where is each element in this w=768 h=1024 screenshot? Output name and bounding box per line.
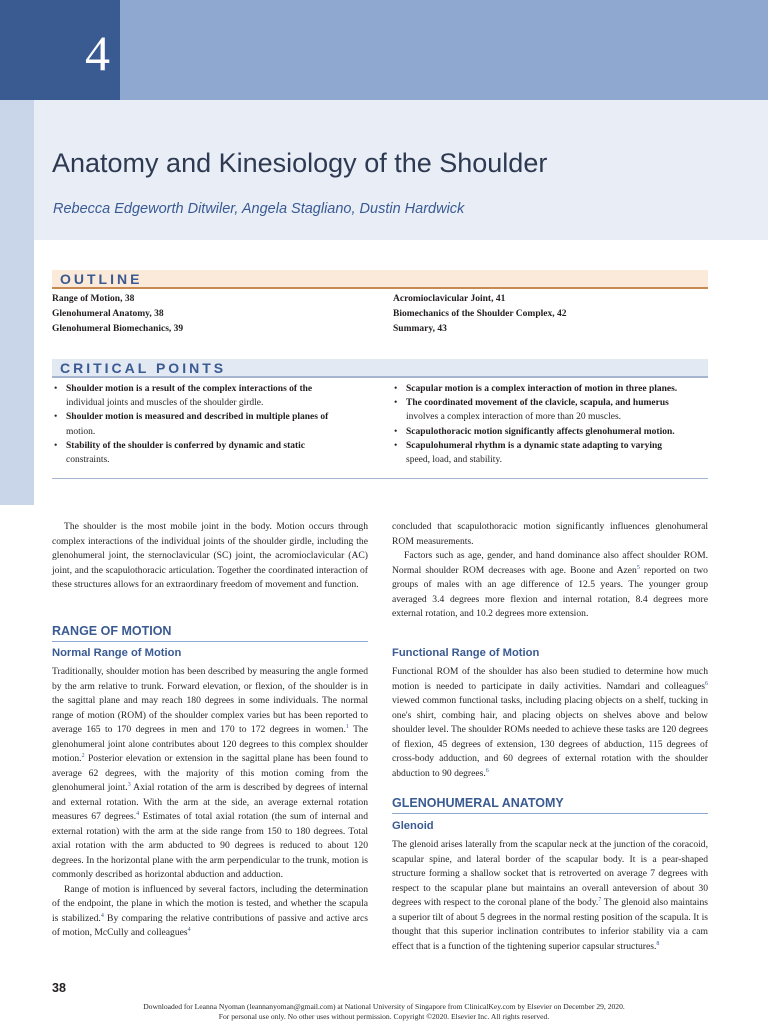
section-divider	[52, 478, 708, 479]
outline-item[interactable]: Glenohumeral Biomechanics, 39	[52, 324, 184, 334]
critical-point: • Scapulothoracic motion significantly affects glenohumeral motion.	[392, 425, 712, 439]
outline-item[interactable]: Glenohumeral Anatomy, 38	[52, 309, 164, 319]
citation[interactable]: 3	[127, 781, 131, 788]
critical-points-heading: CRITICAL POINTS	[52, 359, 708, 378]
citation[interactable]: 2	[81, 752, 85, 759]
heading-rule	[392, 813, 708, 814]
critical-point: • Scapular motion is a complex interaction of motion in three planes.	[392, 382, 712, 396]
outline-heading: OUTLINE	[52, 270, 708, 289]
citation[interactable]: 7	[598, 896, 602, 903]
chapter-number-box	[0, 0, 120, 100]
paragraph: Functional ROM of the shoulder has also been studied to determine how much motion is needed to participate in daily activities. Namdari and colleagues$^6$ viewed common functional tasks, including placing objects on a shelf, tucking in one's shirt, combing hair, and placing objects on shelves above and below shoulder level. The shoulder ROMs needed to achieve these tasks are 120 degrees of flexion, 45 degrees of extension, 130 degrees of abduction, 115 degrees of cross-body adduction, and 60 degrees of external rotation with the shoulder abduction to 90 degrees.$^6$	[392, 666, 708, 779]
critical-point: • Scapulohumeral rhythm is a dynamic state adapting to varying speed, load, and stability.	[394, 440, 662, 466]
citation[interactable]: 6	[705, 680, 708, 687]
citation[interactable]: 5	[636, 564, 640, 571]
critical-point: • Shoulder motion is a result of the complex interactions of the individual joints and muscles of the shoulder girdle.	[54, 384, 313, 409]
page-number: 38	[52, 981, 66, 995]
intro-paragraph: The shoulder is the most mobile joint in the body. Motion occurs through complex interactions of the individual joints of the shoulder girdle, including the glenohumeral joint, the sternoclavicular (SC) joint, the acromioclavicular (AC) joint, and the scapulothoracic articulation. Together the coordinated interaction of these structures allows for an extraordinary freedom of movement and function.	[52, 521, 368, 590]
heading-rule	[52, 641, 368, 642]
chapter-title: Anatomy and Kinesiology of the Shoulder	[52, 148, 548, 178]
paragraph: Traditionally, shoulder motion has been described by measuring the angle formed by the arm relative to trunk. Forward elevation, or flexion, of the shoulder is in the sagittal plane and may reach 180 degrees in some individuals. The normal range of motion (ROM) of the shoulder complex varies but has been reported to average 165 to 170 degrees in men and 170 to 172 degrees in women.$^1$ The glenohumeral joint alone contributes about 120 degrees to this complex shoulder motion.$^2$ Posterior elevation or extension in the sagittal plane has been found to average 62 degrees, with the majority of this motion coming from the glenohumeral joint.$^3$ Axial rotation of the arm is described by degrees of internal and external rotation. With the arm at the side, an average external rotation measures 67 degrees.$^4$ Estimates of total axial rotation (the sum of internal and external rotation) with the arm at the side range from 150 to 180 degrees. Total axial rotation with the arm abducted to 90 degrees is reduced to about 120 degrees. In the horizontal plane with the arm perpendicular to the trunk, motion is commonly described as horizontal abduction and adduction.	[52, 666, 368, 880]
left-accent-strip	[0, 100, 34, 505]
citation[interactable]: 4	[100, 912, 104, 919]
chapter-authors: Rebecca Edgeworth Ditwiler, Angela Stagliano, Dustin Hardwick	[53, 201, 465, 217]
critical-points-right	[392, 382, 712, 467]
bullet-icon: •	[394, 384, 398, 394]
bullet-icon: •	[54, 384, 58, 394]
functional-rom-text	[392, 665, 708, 781]
header-band	[120, 0, 768, 100]
normal-rom-heading: Normal Range of Motion	[52, 647, 182, 659]
critical-point: • Shoulder motion is measured and described in multiple planes of motion.	[54, 412, 329, 437]
citation[interactable]: 4	[187, 926, 191, 933]
citation[interactable]: 4	[136, 810, 140, 817]
citation[interactable]: 6	[485, 767, 489, 774]
bullet-icon: •	[54, 440, 58, 451]
bullet-icon: •	[394, 440, 398, 451]
normal-rom-text	[52, 665, 368, 941]
outline-item[interactable]: Summary, 43	[393, 324, 447, 334]
paragraph: concluded that scapulothoracic motion significantly influences glenohumeral ROM measurements.	[392, 521, 708, 547]
chapter-number: 4	[85, 25, 110, 81]
citation[interactable]: 1	[345, 723, 349, 730]
range-of-motion-heading: RANGE OF MOTION	[52, 624, 172, 638]
glenoid-heading: Glenoid	[392, 820, 434, 832]
functional-rom-heading: Functional Range of Motion	[392, 647, 540, 659]
critical-point: • The coordinated movement of the clavicle, scapula, and humerus involves a complex interaction of more than 20 muscles.	[394, 398, 669, 423]
citation[interactable]: 8	[656, 940, 660, 947]
paragraph: Range of motion is influenced by several factors, including the determination of the endpoint, the plane in which the motion is tested, and whether the scapula is stabilized.$^4$ By comparing the relative contributions of passive and active arcs of motion, McCully and colleagues$^4$	[52, 883, 368, 938]
glenohumeral-anatomy-heading: GLENOHUMERAL ANATOMY	[392, 796, 564, 810]
paragraph: The glenoid arises laterally from the scapular neck at the junction of the coracoid, scapular spine, and lateral border of the scapular body. It is a pear-shaped structure forming a shallow socket that is retroverted on average 7 degrees with respect to the scapular plane but maintains an overall anteversion of about 30 degrees with respect to the coronal plane of the body.$^7$ The glenoid also maintains a superior tilt of about 5 degrees in the normal resting position of the scapula. It is thought that this superior inclination contributes to inferior stability via a cam effect that is a function of the tightening superior capsular structures.$^8$	[392, 839, 708, 952]
bullet-icon: •	[394, 398, 398, 409]
bullet-icon: •	[54, 412, 58, 423]
outline-item[interactable]: Biomechanics of the Shoulder Complex, 42	[393, 309, 567, 319]
outline-item[interactable]: Acromioclavicular Joint, 41	[393, 294, 506, 304]
bullet-icon: •	[394, 426, 398, 437]
download-notice: Downloaded for Leanna Nyoman (leannanyoman@gmail.com) at National University of Singapore from ClinicalKey.com by Elsevier on December 29, 2020.	[143, 1002, 625, 1011]
outline-item[interactable]: Range of Motion, 38	[52, 294, 135, 304]
paragraph: Factors such as age, gender, and hand dominance also affect shoulder ROM. Normal shoulder ROM decreases with age. Boone and Azen$^5$ reported on two groups of males with an age difference of 12.5 years. The younger group averaged 3.4 degrees more flexion and internal rotation, 8.4 degrees more external rotation, and 10.2 degrees more extension.	[392, 550, 708, 619]
critical-point: • Stability of the shoulder is conferred by dynamic and static constraints.	[54, 440, 306, 466]
right-column-top	[392, 520, 708, 622]
critical-points-left	[52, 382, 362, 467]
copyright-notice: For personal use only. No other uses without permission. Copyright ©2020. Elsevier Inc. All rights reserved.	[218, 1012, 550, 1021]
glenoid-text	[392, 838, 708, 954]
